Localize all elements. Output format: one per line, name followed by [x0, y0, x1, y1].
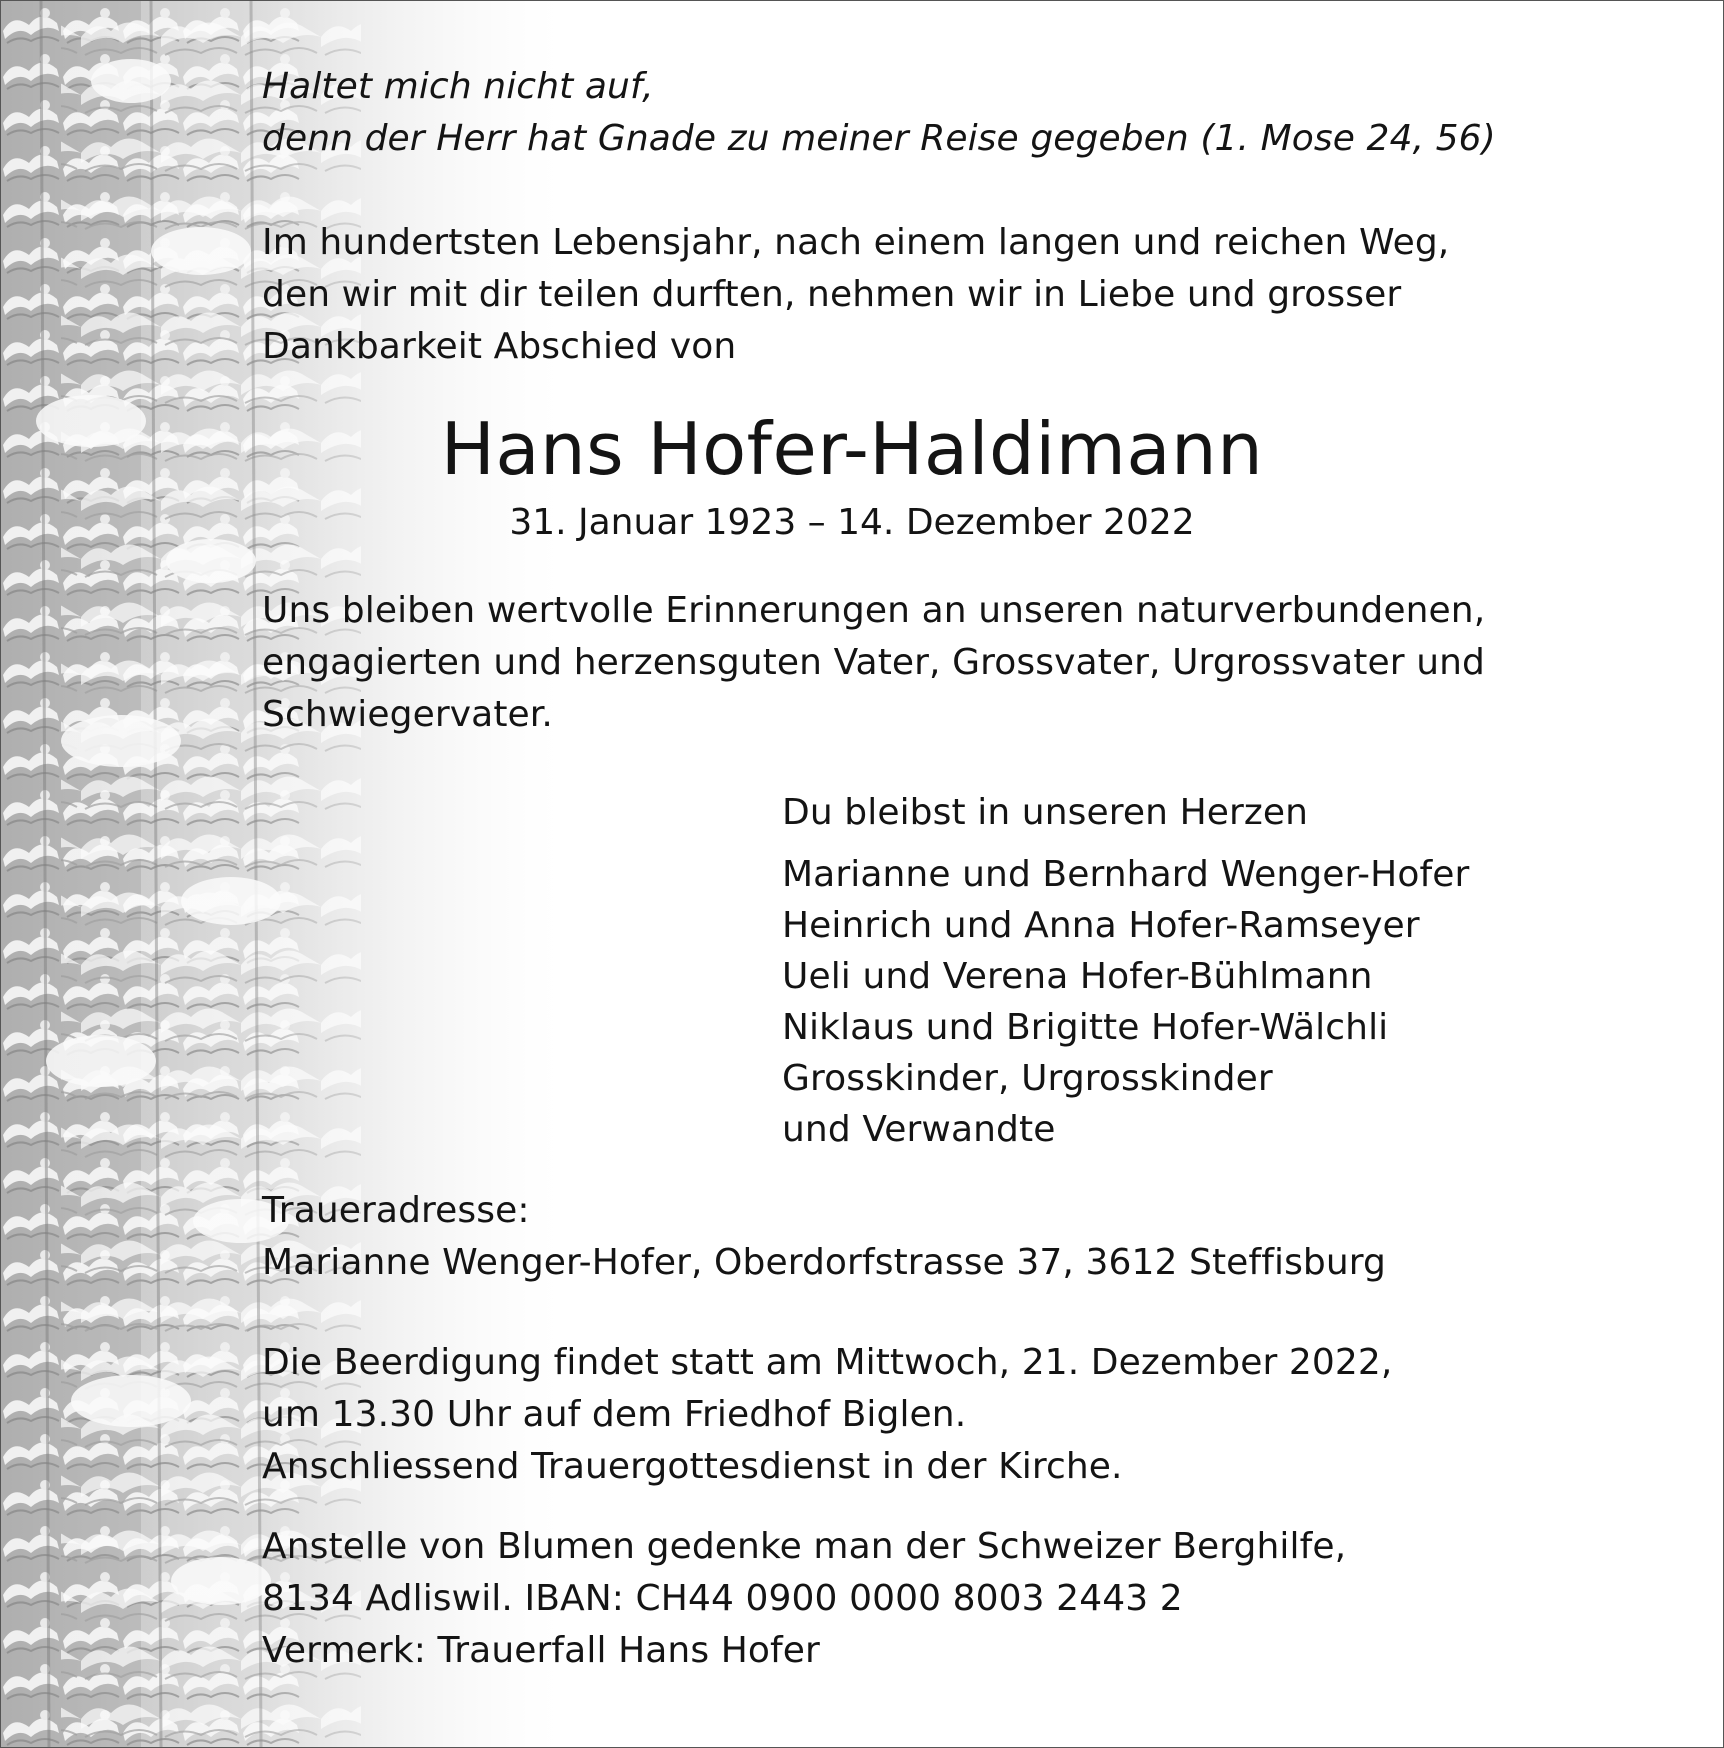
memories-line: engagierten und herzensguten Vater, Grossvater, Urgrossvater und — [262, 642, 1485, 683]
mourner-name: Ueli und Verena Hofer-Bühlmann — [782, 956, 1373, 997]
intro-line: den wir mit dir teilen durften, nehmen wir in Liebe und grosser — [262, 274, 1402, 315]
funeral-line: Anschliessend Trauergottesdienst in der Kirche. — [262, 1446, 1123, 1487]
mourner-name: Heinrich und Anna Hofer-Ramseyer — [782, 905, 1420, 946]
memories-line: Uns bleiben wertvolle Erinnerungen an unseren naturverbundenen, — [262, 590, 1486, 631]
mourner-name: und Verwandte — [782, 1109, 1056, 1150]
mourner-name: Niklaus und Brigitte Hofer-Wälchli — [782, 1007, 1389, 1048]
donation-line: Anstelle von Blumen gedenke man der Schweizer Berghilfe, — [262, 1526, 1347, 1567]
bible-verse-line: Haltet mich nicht auf, — [262, 66, 654, 107]
mourner-name: Marianne und Bernhard Wenger-Hofer — [782, 854, 1470, 895]
donation-line: Vermerk: Trauerfall Hans Hofer — [262, 1630, 820, 1671]
intro-line: Im hundertsten Lebensjahr, nach einem langen und reichen Weg, — [262, 222, 1450, 263]
memories-line: Schwiegervater. — [262, 694, 553, 735]
funeral-line: Die Beerdigung findet statt am Mittwoch, 21. Dezember 2022, — [262, 1342, 1393, 1383]
donation-line: 8134 Adliswil. IBAN: CH44 0900 0000 8003 2443 2 — [262, 1578, 1183, 1619]
deceased-name: Hans Hofer-Haldimann — [440, 407, 1264, 491]
notice-text — [262, 1, 1702, 1747]
bible-verse-line: denn der Herr hat Gnade zu meiner Reise gegeben (1. Mose 24, 56) — [262, 118, 1496, 159]
life-dates: 31. Januar 1923 – 14. Dezember 2022 — [509, 502, 1195, 543]
address-value: Marianne Wenger-Hofer, Oberdorfstrasse 37, 3612 Steffisburg — [262, 1242, 1387, 1283]
funeral-line: um 13.30 Uhr auf dem Friedhof Biglen. — [262, 1394, 967, 1435]
mourner-name: Grosskinder, Urgrosskinder — [782, 1058, 1273, 1099]
intro-line: Dankbarkeit Abschied von — [262, 326, 737, 367]
address-label: Traueradresse: — [262, 1190, 530, 1231]
mourners-heading: Du bleibst in unseren Herzen — [782, 792, 1309, 833]
